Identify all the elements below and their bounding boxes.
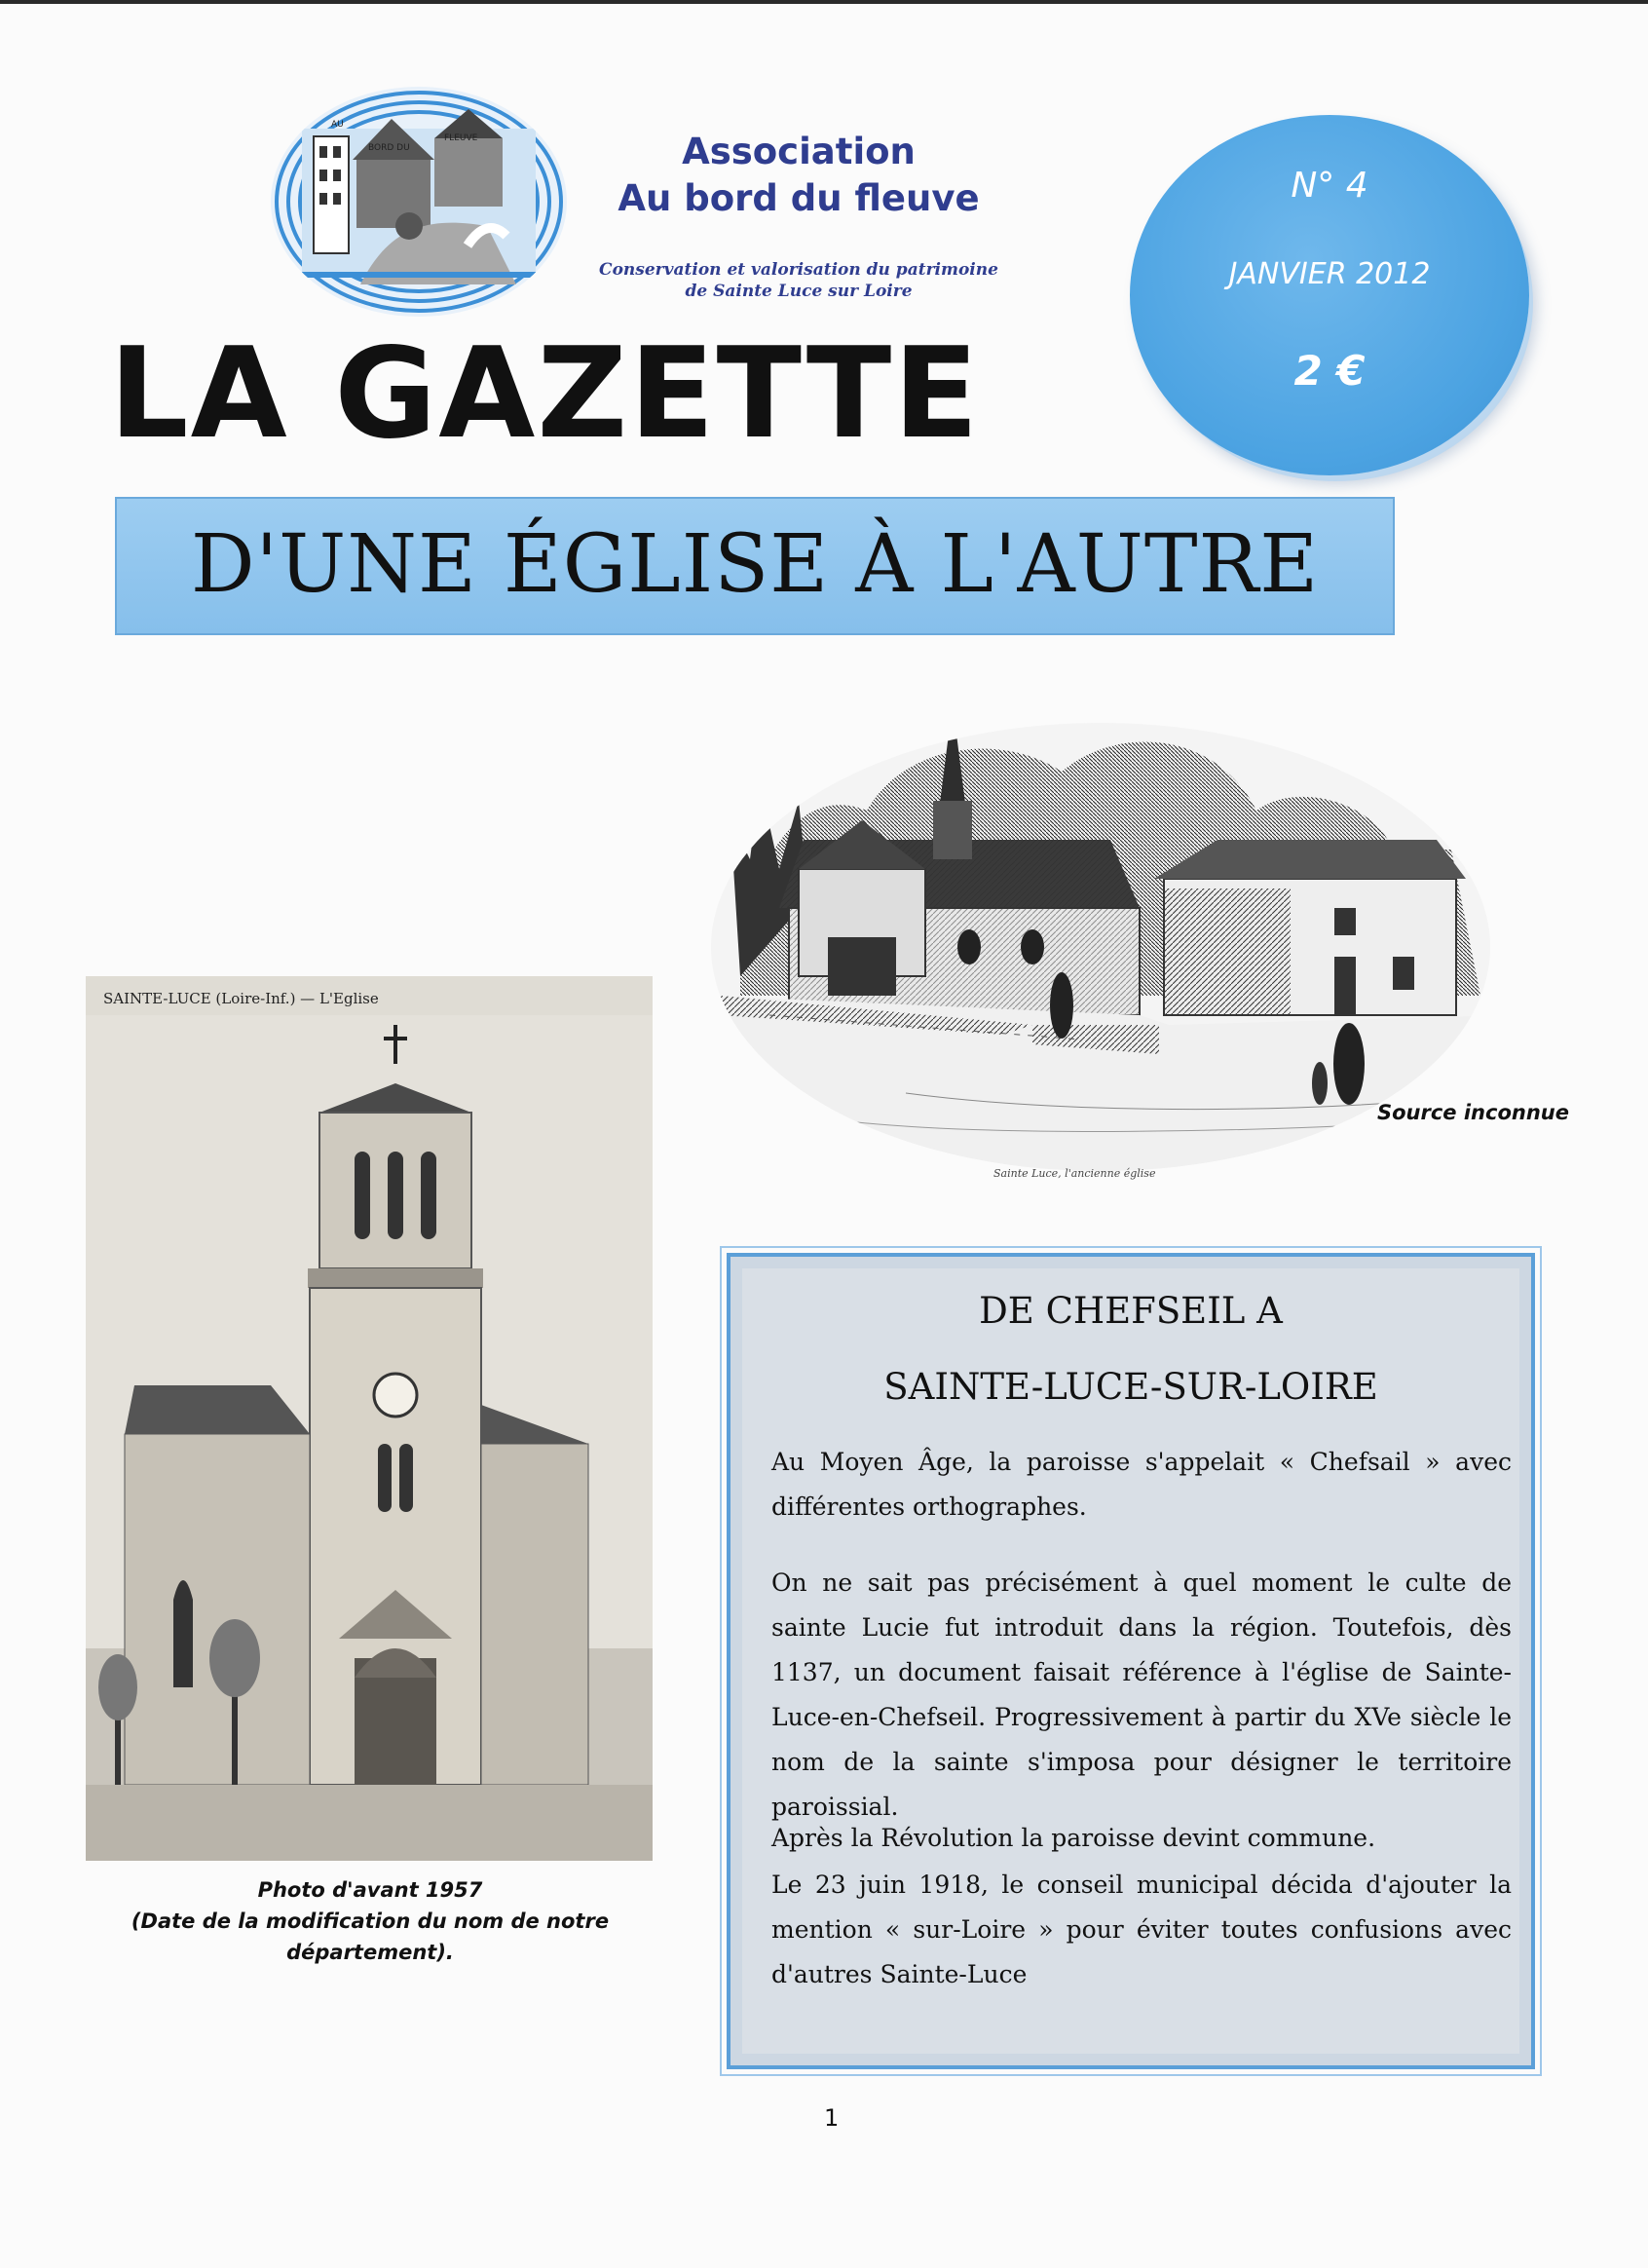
association-line1: Association — [682, 131, 916, 172]
new-church-photo — [86, 976, 653, 1861]
issue-date: JANVIER 2012 — [1228, 257, 1431, 291]
association-sub1: Conservation et valorisation du patrimoine — [599, 260, 998, 280]
headline-text: D'UNE ÉGLISE À L'AUTRE — [190, 518, 1320, 611]
issue-price: 2 € — [1293, 347, 1366, 395]
article-box — [727, 1253, 1535, 2069]
engraving-inscription: Sainte Luce, l'ancienne église — [993, 1167, 1156, 1180]
top-border — [0, 0, 1648, 4]
issue-badge — [1130, 115, 1529, 475]
logo-text-bord: BORD DU — [368, 143, 410, 153]
article-paragraph-2: On ne sait pas précisément à quel moment le culte de sainte Lucie fut introduit dans la région. Toutefois, dès 1137, un document faisait référence à l'église de Sainte-Luce-en-Chefseil. Progressivement à partir du XVe siècle le nom de la sainte s'imposa pour désigner le territoire paroissial. — [771, 1569, 1512, 1821]
article-heading-line1: DE CHEFSEIL A — [979, 1290, 1283, 1332]
article-paragraph-1: Au Moyen Âge, la paroisse s'appelait « Chefsail » avec différentes orthographes. — [771, 1448, 1512, 1521]
association-logo — [263, 80, 575, 323]
association-subtitle — [575, 259, 1023, 302]
association-name — [584, 129, 1013, 222]
article-paragraph-4: Le 23 juin 1918, le conseil municipal décida d'ajouter la mention « sur-Loire » pour éviter toutes confusions avec d'autres Sainte-Luce — [771, 1871, 1512, 1988]
caption-line1: Photo d'avant 1957 — [257, 1878, 483, 1902]
gazette-title: LA GAZETTE — [109, 321, 981, 467]
old-church-engraving — [711, 703, 1510, 1200]
church-illustration — [86, 1015, 653, 1861]
article-paragraph-3: Après la Révolution la paroisse devint commune. — [771, 1824, 1376, 1852]
headline-banner — [115, 497, 1395, 635]
engraving-source-credit: Source inconnue — [1377, 1101, 1569, 1124]
page-number: 1 — [824, 2104, 840, 2132]
association-sub2: de Sainte Luce sur Loire — [685, 282, 913, 301]
issue-number: N° 4 — [1291, 166, 1368, 206]
caption-line2: (Date de la modification du nom de notre département). — [131, 1909, 610, 1964]
logo-text-fleuve: FLEUVE — [444, 133, 478, 143]
logo-text-au: AU — [331, 120, 344, 130]
article-inner — [742, 1268, 1519, 2054]
photo-caption — [58, 1874, 682, 1968]
association-line2: Au bord du fleuve — [618, 177, 980, 219]
postcard-header: SAINTE-LUCE (Loire-Inf.) — L'Eglise — [103, 990, 379, 1007]
article-heading-line2: SAINTE-LUCE-SUR-LOIRE — [883, 1366, 1378, 1408]
